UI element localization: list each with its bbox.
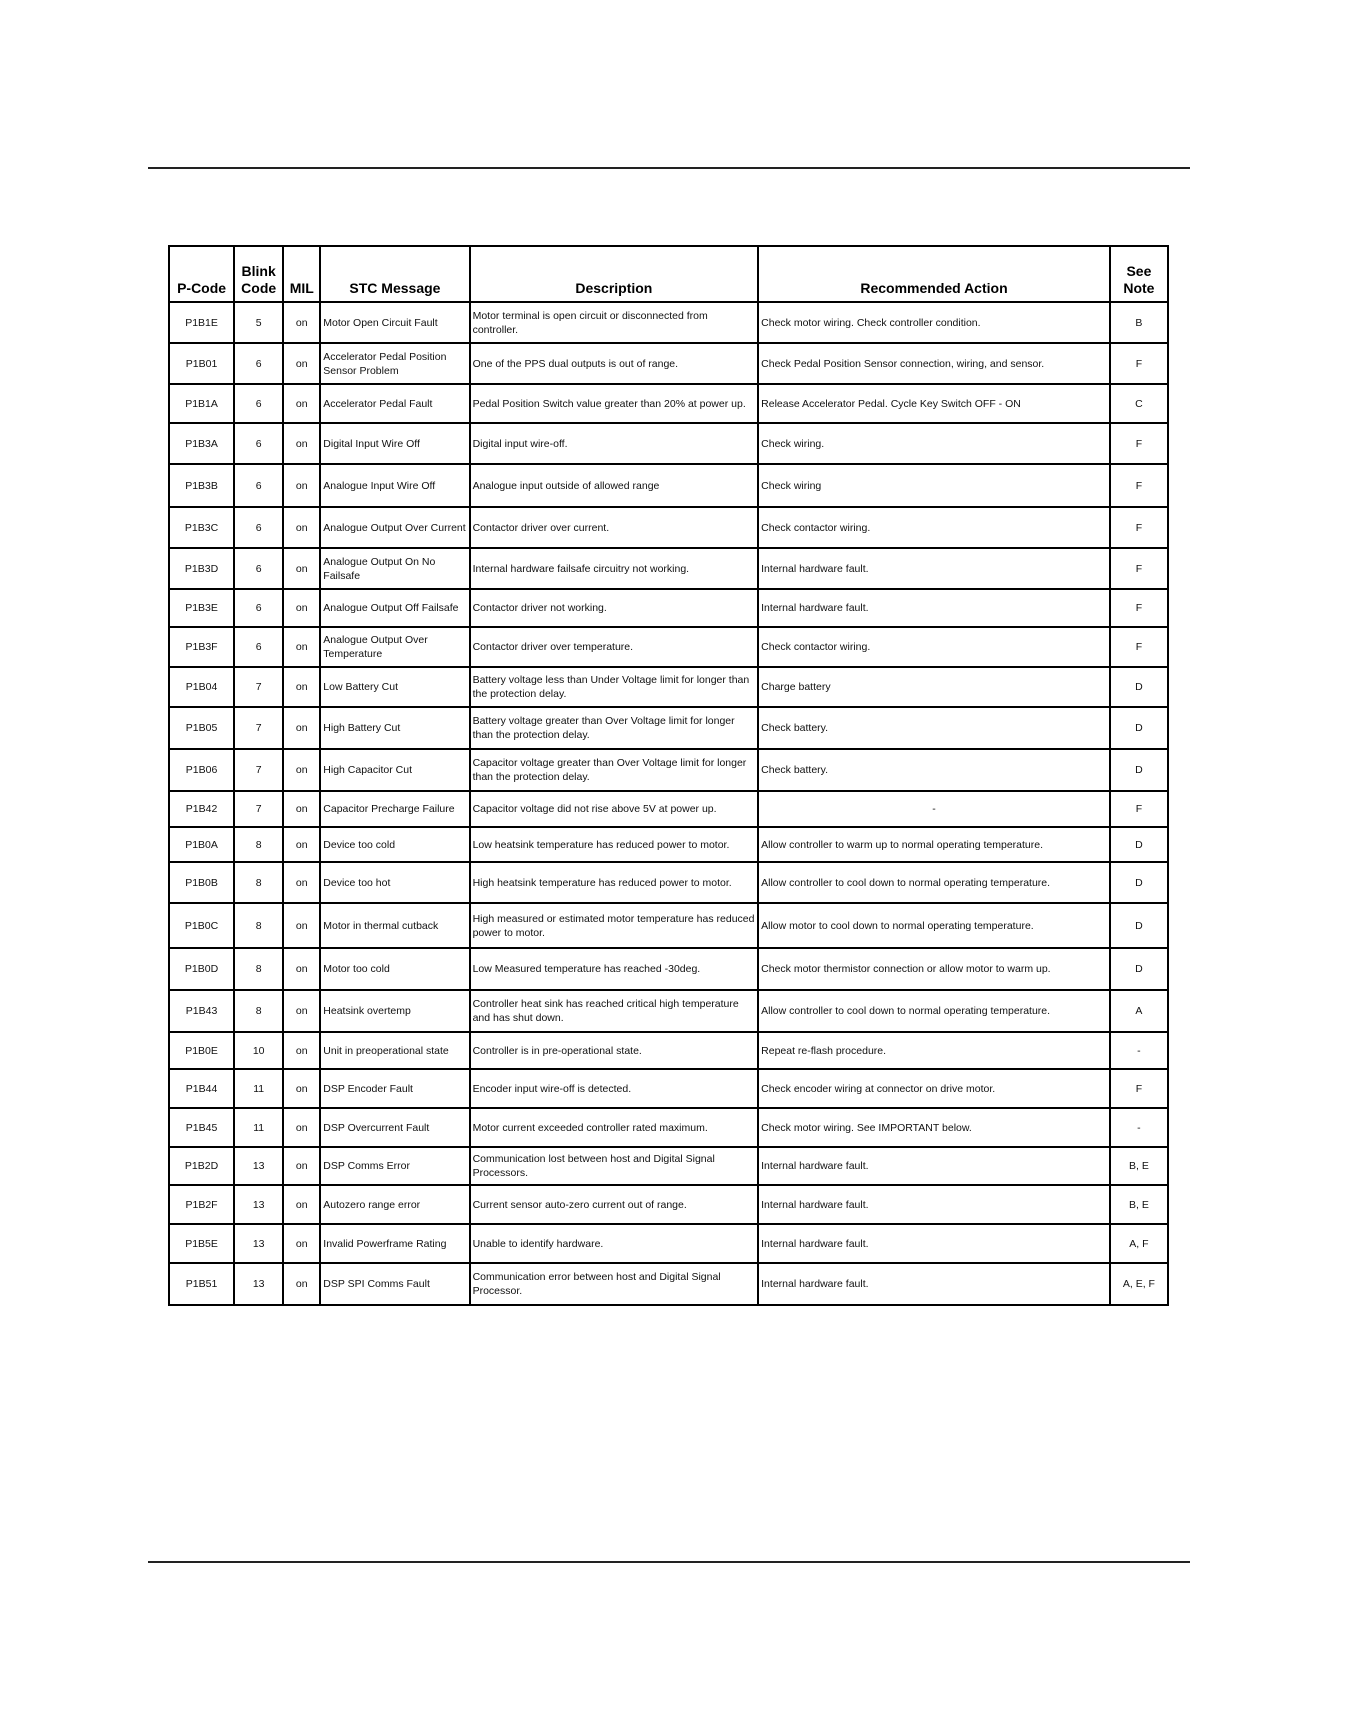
blink-cell: 7	[234, 749, 283, 791]
stc-cell: DSP SPI Comms Fault	[320, 1263, 469, 1305]
header-blink-code: Blink Code	[234, 246, 283, 302]
stc-cell: High Capacitor Cut	[320, 749, 469, 791]
pcode-cell: P1B0E	[169, 1032, 234, 1069]
description-cell: Contactor driver over current.	[470, 507, 759, 548]
header-pcode: P-Code	[169, 246, 234, 302]
blink-cell: 6	[234, 343, 283, 384]
action-cell: Allow controller to warm up to normal operating temperature.	[758, 827, 1110, 862]
stc-cell: Analogue Output On No Failsafe	[320, 548, 469, 589]
table-row	[169, 1185, 1168, 1224]
stc-cell: Analogue Output Off Failsafe	[320, 589, 469, 627]
description-cell: Controller heat sink has reached critical high temperature and has shut down.	[470, 990, 759, 1032]
blink-cell: 7	[234, 707, 283, 749]
table-row	[169, 423, 1168, 464]
mil-cell: on	[283, 343, 320, 384]
header-description: Description	[470, 246, 759, 302]
table-row	[169, 990, 1168, 1032]
stc-cell: Low Battery Cut	[320, 667, 469, 707]
table-row	[169, 791, 1168, 827]
stc-cell: Analogue Output Over Temperature	[320, 627, 469, 667]
blink-cell: 8	[234, 903, 283, 948]
action-cell: Check wiring.	[758, 423, 1110, 464]
description-cell: Communication lost between host and Digital Signal Processors.	[470, 1147, 759, 1185]
blink-cell: 13	[234, 1263, 283, 1305]
blink-cell: 6	[234, 548, 283, 589]
stc-cell: Accelerator Pedal Position Sensor Problem	[320, 343, 469, 384]
footer-rule	[148, 1561, 1190, 1563]
description-cell: Encoder input wire-off is detected.	[470, 1069, 759, 1108]
action-cell: Check battery.	[758, 707, 1110, 749]
note-cell: A, F	[1110, 1224, 1168, 1263]
pcode-cell: P1B1E	[169, 302, 234, 343]
blink-cell: 6	[234, 423, 283, 464]
note-cell: F	[1110, 627, 1168, 667]
action-cell: Check motor thermistor connection or allow motor to warm up.	[758, 948, 1110, 990]
stc-cell: Invalid Powerframe Rating	[320, 1224, 469, 1263]
stc-cell: DSP Encoder Fault	[320, 1069, 469, 1108]
blink-cell: 7	[234, 667, 283, 707]
fault-code-table	[168, 245, 1169, 1306]
mil-cell: on	[283, 1069, 320, 1108]
mil-cell: on	[283, 990, 320, 1032]
table-row	[169, 507, 1168, 548]
description-cell: One of the PPS dual outputs is out of range.	[470, 343, 759, 384]
mil-cell: on	[283, 548, 320, 589]
description-cell: High heatsink temperature has reduced power to motor.	[470, 862, 759, 903]
action-cell: Release Accelerator Pedal. Cycle Key Switch OFF - ON	[758, 384, 1110, 423]
stc-cell: Accelerator Pedal Fault	[320, 384, 469, 423]
stc-cell: Analogue Input Wire Off	[320, 464, 469, 507]
pcode-cell: P1B05	[169, 707, 234, 749]
pcode-cell: P1B04	[169, 667, 234, 707]
stc-cell: DSP Comms Error	[320, 1147, 469, 1185]
description-cell: Current sensor auto-zero current out of range.	[470, 1185, 759, 1224]
pcode-cell: P1B2D	[169, 1147, 234, 1185]
action-cell: Check encoder wiring at connector on drive motor.	[758, 1069, 1110, 1108]
mil-cell: on	[283, 507, 320, 548]
description-cell: Pedal Position Switch value greater than 20% at power up.	[470, 384, 759, 423]
description-cell: Contactor driver not working.	[470, 589, 759, 627]
mil-cell: on	[283, 1185, 320, 1224]
note-cell: D	[1110, 903, 1168, 948]
table-row	[169, 464, 1168, 507]
action-cell: Check contactor wiring.	[758, 627, 1110, 667]
header-mil: MIL	[283, 246, 320, 302]
note-cell: B	[1110, 302, 1168, 343]
blink-cell: 6	[234, 464, 283, 507]
pcode-cell: P1B3C	[169, 507, 234, 548]
description-cell: Low heatsink temperature has reduced power to motor.	[470, 827, 759, 862]
table-row	[169, 948, 1168, 990]
stc-cell: Motor Open Circuit Fault	[320, 302, 469, 343]
mil-cell: on	[283, 1032, 320, 1069]
table-row	[169, 302, 1168, 343]
pcode-cell: P1B2F	[169, 1185, 234, 1224]
table-row	[169, 1032, 1168, 1069]
blink-cell: 5	[234, 302, 283, 343]
note-cell: F	[1110, 589, 1168, 627]
stc-cell: Digital Input Wire Off	[320, 423, 469, 464]
blink-cell: 8	[234, 948, 283, 990]
table-row	[169, 749, 1168, 791]
stc-cell: Motor too cold	[320, 948, 469, 990]
note-cell: C	[1110, 384, 1168, 423]
stc-cell: Device too hot	[320, 862, 469, 903]
action-cell: Check motor wiring. Check controller condition.	[758, 302, 1110, 343]
note-cell: -	[1110, 1108, 1168, 1147]
pcode-cell: P1B42	[169, 791, 234, 827]
description-cell: Unable to identify hardware.	[470, 1224, 759, 1263]
mil-cell: on	[283, 1224, 320, 1263]
note-cell: F	[1110, 791, 1168, 827]
action-cell: Check contactor wiring.	[758, 507, 1110, 548]
mil-cell: on	[283, 749, 320, 791]
action-cell: Internal hardware fault.	[758, 1263, 1110, 1305]
mil-cell: on	[283, 384, 320, 423]
description-cell: Motor current exceeded controller rated maximum.	[470, 1108, 759, 1147]
table-row	[169, 903, 1168, 948]
pcode-cell: P1B1A	[169, 384, 234, 423]
description-cell: Motor terminal is open circuit or disconnected from controller.	[470, 302, 759, 343]
note-cell: F	[1110, 548, 1168, 589]
header-rule	[148, 167, 1190, 169]
action-cell: Internal hardware fault.	[758, 548, 1110, 589]
action-cell: Check wiring	[758, 464, 1110, 507]
note-cell: F	[1110, 423, 1168, 464]
mil-cell: on	[283, 464, 320, 507]
stc-cell: Device too cold	[320, 827, 469, 862]
pcode-cell: P1B3F	[169, 627, 234, 667]
action-cell: Charge battery	[758, 667, 1110, 707]
note-cell: D	[1110, 827, 1168, 862]
mil-cell: on	[283, 627, 320, 667]
note-cell: D	[1110, 948, 1168, 990]
blink-cell: 8	[234, 990, 283, 1032]
note-cell: F	[1110, 464, 1168, 507]
table-row	[169, 627, 1168, 667]
mil-cell: on	[283, 589, 320, 627]
note-cell: F	[1110, 343, 1168, 384]
description-cell: Contactor driver over temperature.	[470, 627, 759, 667]
action-cell: Internal hardware fault.	[758, 589, 1110, 627]
pcode-cell: P1B3D	[169, 548, 234, 589]
blink-cell: 11	[234, 1069, 283, 1108]
stc-cell: Motor in thermal cutback	[320, 903, 469, 948]
pcode-cell: P1B45	[169, 1108, 234, 1147]
pcode-cell: P1B3E	[169, 589, 234, 627]
stc-cell: Unit in preoperational state	[320, 1032, 469, 1069]
blink-cell: 13	[234, 1147, 283, 1185]
pcode-cell: P1B5E	[169, 1224, 234, 1263]
mil-cell: on	[283, 707, 320, 749]
note-cell: D	[1110, 707, 1168, 749]
blink-cell: 7	[234, 791, 283, 827]
action-cell: Internal hardware fault.	[758, 1147, 1110, 1185]
action-cell: Repeat re-flash procedure.	[758, 1032, 1110, 1069]
mil-cell: on	[283, 1263, 320, 1305]
description-cell: Battery voltage greater than Over Voltage limit for longer than the protection delay.	[470, 707, 759, 749]
blink-cell: 11	[234, 1108, 283, 1147]
stc-cell: Heatsink overtemp	[320, 990, 469, 1032]
table-row	[169, 1263, 1168, 1305]
action-cell: Check motor wiring. See IMPORTANT below.	[758, 1108, 1110, 1147]
action-cell: -	[758, 791, 1110, 827]
table-row	[169, 1108, 1168, 1147]
pcode-cell: P1B0C	[169, 903, 234, 948]
pcode-cell: P1B0B	[169, 862, 234, 903]
note-cell: D	[1110, 749, 1168, 791]
note-cell: B, E	[1110, 1147, 1168, 1185]
note-cell: A, E, F	[1110, 1263, 1168, 1305]
note-cell: F	[1110, 507, 1168, 548]
description-cell: Internal hardware failsafe circuitry not working.	[470, 548, 759, 589]
mil-cell: on	[283, 862, 320, 903]
mil-cell: on	[283, 667, 320, 707]
action-cell: Allow motor to cool down to normal operating temperature.	[758, 903, 1110, 948]
action-cell: Internal hardware fault.	[758, 1185, 1110, 1224]
mil-cell: on	[283, 1147, 320, 1185]
table-header-row	[169, 246, 1168, 302]
header-stc-message: STC Message	[320, 246, 469, 302]
pcode-cell: P1B0D	[169, 948, 234, 990]
blink-cell: 13	[234, 1224, 283, 1263]
description-cell: Capacitor voltage did not rise above 5V at power up.	[470, 791, 759, 827]
table-row	[169, 1224, 1168, 1263]
description-cell: Capacitor voltage greater than Over Voltage limit for longer than the protection delay.	[470, 749, 759, 791]
mil-cell: on	[283, 903, 320, 948]
blink-cell: 6	[234, 384, 283, 423]
pcode-cell: P1B0A	[169, 827, 234, 862]
description-cell: Analogue input outside of allowed range	[470, 464, 759, 507]
table-row	[169, 862, 1168, 903]
stc-cell: High Battery Cut	[320, 707, 469, 749]
table-row	[169, 548, 1168, 589]
header-see-note: See Note	[1110, 246, 1168, 302]
action-cell: Allow controller to cool down to normal operating temperature.	[758, 990, 1110, 1032]
action-cell: Check Pedal Position Sensor connection, wiring, and sensor.	[758, 343, 1110, 384]
blink-cell: 8	[234, 862, 283, 903]
mil-cell: on	[283, 948, 320, 990]
blink-cell: 13	[234, 1185, 283, 1224]
blink-cell: 10	[234, 1032, 283, 1069]
action-cell: Internal hardware fault.	[758, 1224, 1110, 1263]
table-row	[169, 707, 1168, 749]
table-row	[169, 589, 1168, 627]
pcode-cell: P1B06	[169, 749, 234, 791]
table-row	[169, 384, 1168, 423]
note-cell: A	[1110, 990, 1168, 1032]
note-cell: B, E	[1110, 1185, 1168, 1224]
blink-cell: 6	[234, 627, 283, 667]
header-recommended-action: Recommended Action	[758, 246, 1110, 302]
stc-cell: DSP Overcurrent Fault	[320, 1108, 469, 1147]
pcode-cell: P1B44	[169, 1069, 234, 1108]
table-row	[169, 1069, 1168, 1108]
description-cell: High measured or estimated motor temperature has reduced power to motor.	[470, 903, 759, 948]
action-cell: Allow controller to cool down to normal operating temperature.	[758, 862, 1110, 903]
description-cell: Battery voltage less than Under Voltage limit for longer than the protection delay.	[470, 667, 759, 707]
stc-cell: Autozero range error	[320, 1185, 469, 1224]
note-cell: F	[1110, 1069, 1168, 1108]
pcode-cell: P1B3B	[169, 464, 234, 507]
description-cell: Digital input wire-off.	[470, 423, 759, 464]
table-row	[169, 1147, 1168, 1185]
mil-cell: on	[283, 791, 320, 827]
pcode-cell: P1B01	[169, 343, 234, 384]
table-row	[169, 667, 1168, 707]
action-cell: Check battery.	[758, 749, 1110, 791]
mil-cell: on	[283, 827, 320, 862]
blink-cell: 6	[234, 589, 283, 627]
stc-cell: Capacitor Precharge Failure	[320, 791, 469, 827]
note-cell: D	[1110, 667, 1168, 707]
pcode-cell: P1B3A	[169, 423, 234, 464]
description-cell: Low Measured temperature has reached -30deg.	[470, 948, 759, 990]
description-cell: Communication error between host and Digital Signal Processor.	[470, 1263, 759, 1305]
blink-cell: 6	[234, 507, 283, 548]
mil-cell: on	[283, 423, 320, 464]
pcode-cell: P1B51	[169, 1263, 234, 1305]
table-row	[169, 343, 1168, 384]
pcode-cell: P1B43	[169, 990, 234, 1032]
table-row	[169, 827, 1168, 862]
description-cell: Controller is in pre-operational state.	[470, 1032, 759, 1069]
mil-cell: on	[283, 302, 320, 343]
note-cell: D	[1110, 862, 1168, 903]
blink-cell: 8	[234, 827, 283, 862]
mil-cell: on	[283, 1108, 320, 1147]
stc-cell: Analogue Output Over Current	[320, 507, 469, 548]
note-cell: -	[1110, 1032, 1168, 1069]
